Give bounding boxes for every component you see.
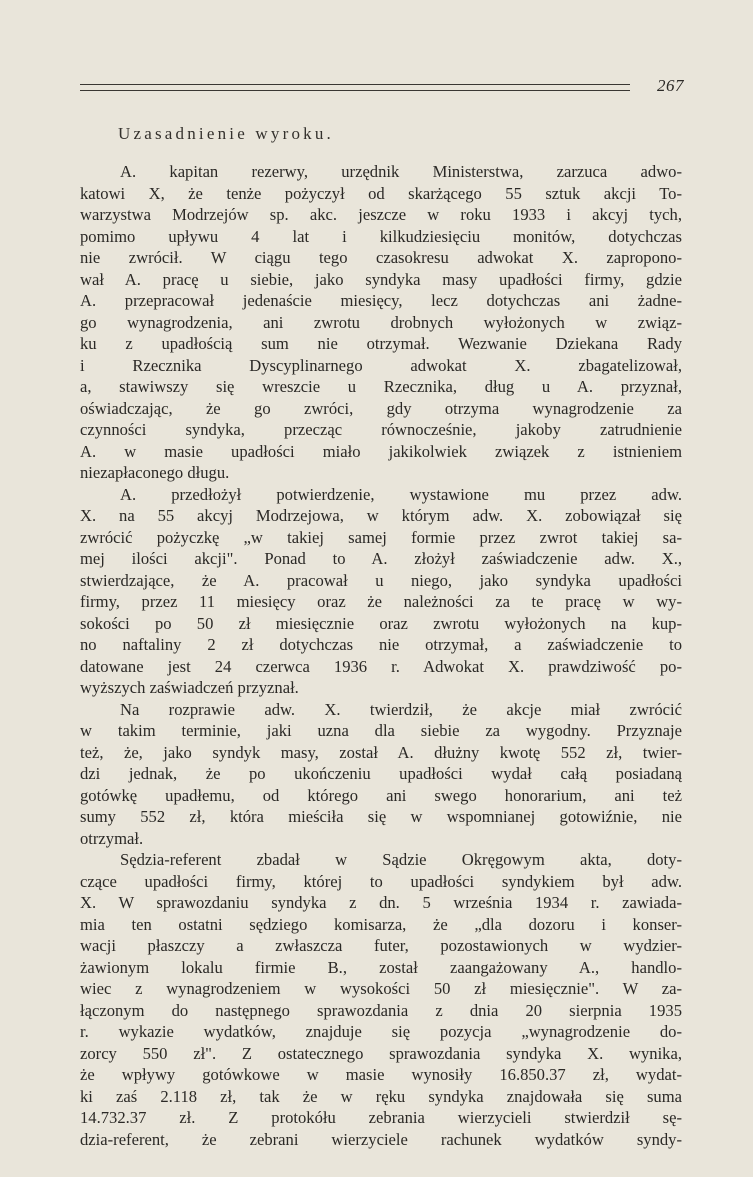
text-line: Na rozprawie adw. X. twierdził, że akcje miał zwrócić [120,699,682,719]
text-line: otrzymał. [80,828,144,848]
text-line: A. kapitan rezerwy, urzędnik Ministerstwa, zarzuca adwo- [120,162,682,181]
text-line: wyższych zaświadczeń przyznał. [80,678,299,697]
text-line: ki zaś 2.118 zł, tak że w ręku syndyka znajdowała się suma [80,1086,682,1106]
text-line: firmy, przez 11 miesięcy oraz że należności za te pracę w wy- [80,592,682,611]
text-line: czynności syndyka, przecząc równocześnie, jakoby zatrudnienie [80,420,682,439]
text-line: pomimo upływu 4 lat i kilkudziesięciu monitów, dotychczas [80,226,682,246]
text-line: go wynagrodzenia, ani zwrotu drobnych wyłożonych w związ- [80,312,682,332]
text-line: w takim terminie, jaki uzna dla siebie za wygodny. Przyznaje [80,721,682,740]
text-line: X. na 55 akcyj Modrzejowa, w którym adw. X. zobowiązał się [80,506,682,525]
text-line: Sędzia-referent zbadał w Sądzie Okręgowym akta, doty- [120,850,682,869]
section-heading: Uzasadnienie wyroku. [118,124,335,143]
text-line: zwrócić pożyczkę „w takiej samej formie przez zwrot takiej sa- [80,527,682,547]
text-line: że wpływy gotówkowe w masie wynosiły 16.850.37 zł, wydat- [80,1065,682,1084]
text-line: X. W sprawozdaniu syndyka z dn. 5 września 1934 r. zawiada- [80,893,682,912]
text-line: nie zwrócił. W ciągu tego czasokresu adwokat X. zapropono- [80,248,682,267]
text-line: i Rzecznika Dyscyplinarnego adwokat X. zbagatelizował, [80,355,682,375]
header-double-rule [80,84,630,91]
text-line: też, że, jako syndyk masy, został A. dłużny kwotę 552 zł, twier- [80,742,682,762]
text-line: łączonym do następnego sprawozdania z dnia 20 sierpnia 1935 [80,1000,682,1020]
text-line: żawionym lokalu firmie B., został zaangażowany A., handlo- [80,957,682,977]
text-line: a, stawiwszy się wreszcie u Rzecznika, dług u A. przyznał, [80,377,682,396]
text-line: zorcy 550 zł". Z ostatecznego sprawozdania syndyka X. wynika, [80,1043,682,1063]
page-header [80,76,686,98]
text-line: wiec z wynagrodzeniem w wysokości 50 zł miesięcznie". W za- [80,979,682,998]
text-line: warzystwa Modrzejów sp. akc. jeszcze w roku 1933 i akcyj tych, [80,205,682,224]
text-line: dzi jednak, że po ukończeniu upadłości wydał całą posiadaną [80,764,682,783]
text-line: ku z upadłością sum nie otrzymał. Wezwanie Dziekana Rady [80,334,682,353]
text-line: A. przepracował jedenaście miesięcy, lecz dotychczas ani żadne- [80,291,682,310]
text-line: datowane jest 24 czerwca 1936 r. Adwokat X. prawdziwość po- [80,656,682,676]
text-line: r. wykazie wydatków, znajduje się pozycja „wynagrodzenie do- [80,1022,682,1041]
body-text [80,161,682,1150]
text-line: wacji płaszczy a zwłaszcza futer, pozostawionych w wydzier- [80,936,682,955]
text-line: niezapłaconego długu. [80,463,230,482]
text-line: sumy 552 zł, która mieściła się w wspomnianej gotowiźnie, nie [80,807,682,826]
text-line: mej ilości akcji". Ponad to A. złożył zaświadczenie adw. X., [80,549,682,568]
text-line: sokości po 50 zł miesięcznie oraz zwrotu wyłożonych na kup- [80,613,682,633]
text-line: no naftaliny 2 zł dotychczas nie otrzymał, a zaświadczenie to [80,635,682,654]
text-line: oświadczając, że go zwróci, gdy otrzyma wynagrodzenie za [80,398,682,418]
text-line: wał A. pracę u siebie, jako syndyka masy upadłości firmy, gdzie [80,269,682,289]
text-line: katowi X, że tenże pożyczył od skarżącego 55 sztuk akcji To- [80,183,682,203]
text-line: mia ten ostatni sędziego komisarza, że „dla dozoru i konser- [80,914,682,934]
text-line: dzia-referent, że zebrani wierzyciele rachunek wydatków syndy- [80,1129,682,1149]
text-line: gotówkę upadłemu, od którego ani swego honorarium, ani też [80,785,682,805]
text-line: stwierdzające, że A. pracował u niego, jako syndyka upadłości [80,570,682,590]
text-line: A. przedłożył potwierdzenie, wystawione mu przez adw. [120,484,682,504]
page-number: 267 [657,76,684,95]
text-line: 14.732.37 zł. Z protokółu zebrania wierzycieli stwierdził sę- [80,1108,682,1127]
text-line: A. w masie upadłości miało jakikolwiek związek z istnieniem [80,441,682,461]
text-line: czące upadłości firmy, której to upadłości syndykiem był adw. [80,871,682,891]
